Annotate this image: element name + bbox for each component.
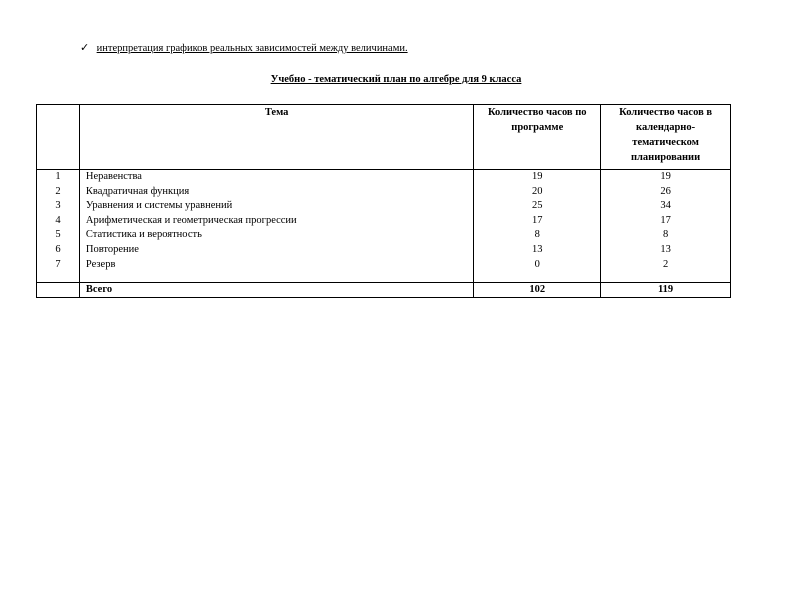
table-body-row [37,170,731,283]
row-program-hours: 13 [532,243,543,255]
row-topic: Неравенства [85,171,142,182]
row-plan-hours: 19 [660,171,671,182]
row-number: 4 [55,214,61,226]
row-plan-hours: 34 [660,200,671,212]
row-topic: Статистика и вероятность [85,229,202,241]
row-number: 3 [55,200,61,212]
heading-text: Учебно - тематический план по алгебре для 9 класса [270,74,522,85]
row-plan-hours: 26 [660,185,671,197]
row-program-hours: 20 [532,185,543,197]
page-heading [0,73,792,87]
row-program-hours: 0 [534,258,540,270]
row-number: 1 [55,171,61,182]
total-label: Всего [79,283,473,298]
row-program-hours: 8 [534,229,540,241]
row-topic: Повторение [85,243,139,255]
table-header-row [37,105,731,170]
header-number [37,105,80,170]
row-program-hours: 19 [532,171,543,182]
row-plan-hours: 8 [662,229,669,241]
plan-hours-column [601,170,731,283]
bullet-item [80,41,408,56]
header-topic: Тема [79,105,473,170]
plan-table [36,104,731,298]
row-plan-hours: 13 [660,243,671,255]
total-plan-hours: 119 [601,283,731,298]
row-number: 5 [55,229,61,241]
header-program-hours: Количество часов по программе [474,105,601,170]
row-number: 7 [55,258,61,270]
table-total-row [37,283,731,298]
row-program-hours: 25 [532,200,543,212]
bullet-text: интерпретация графиков реальных зависимостей между величинами. [96,43,408,54]
row-program-hours: 17 [532,214,543,226]
topic-column [79,170,473,283]
row-number: 6 [55,243,61,255]
header-plan-hours: Количество часов в календарно-тематическом планировании [601,105,731,170]
row-plan-hours: 2 [662,258,669,270]
total-program-hours: 102 [474,283,601,298]
checkmark-icon: ✓ [80,42,90,54]
row-topic: Уравнения и системы уравнений [85,200,233,212]
row-number: 2 [55,185,61,197]
total-number-cell [37,283,80,298]
row-topic: Квадратичная функция [85,185,190,197]
row-topic: Резерв [85,258,116,270]
program-hours-column [474,170,601,283]
row-plan-hours: 17 [660,214,671,226]
row-topic: Арифметическая и геометрическая прогрессии [85,214,297,226]
number-column [37,170,80,283]
